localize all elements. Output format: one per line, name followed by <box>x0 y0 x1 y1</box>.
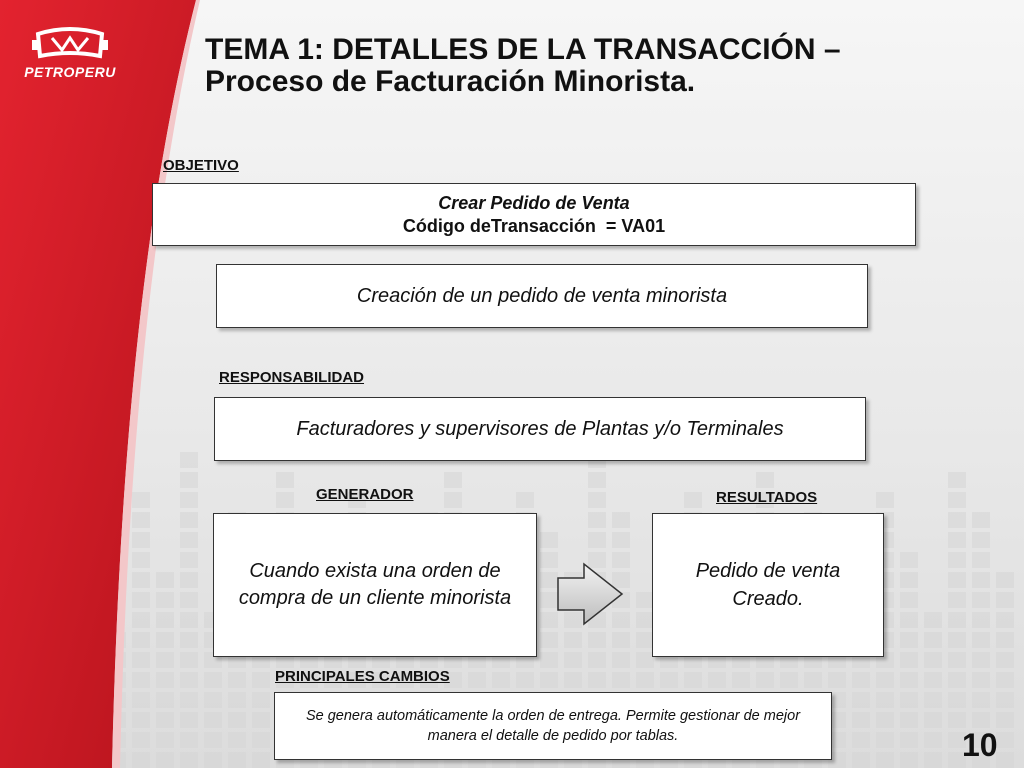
background-bar-cell <box>972 672 990 688</box>
background-bar-cell <box>948 692 966 708</box>
background-bar-cell <box>972 512 990 528</box>
background-bar-cell <box>948 592 966 608</box>
background-bar-cell <box>924 712 942 728</box>
background-bar-cell <box>276 492 294 508</box>
background-bar-cell <box>948 612 966 628</box>
background-bar-cell <box>588 492 606 508</box>
background-bar-cell <box>900 652 918 668</box>
background-bar-cell <box>924 672 942 688</box>
generador-text: Cuando exista una orden de compra de un cliente minorista <box>238 560 512 609</box>
background-bar-cell <box>948 552 966 568</box>
background-bar-cell <box>780 672 798 688</box>
background-bar-cell <box>972 652 990 668</box>
background-bar-cell <box>204 672 222 688</box>
background-bar-cell <box>996 652 1014 668</box>
background-bar-cell <box>852 732 870 748</box>
background-bar-cell <box>444 492 462 508</box>
background-bar-cell <box>972 692 990 708</box>
arrow-right-icon <box>556 562 626 626</box>
background-bar-cell <box>204 732 222 748</box>
background-bar-cell <box>612 652 630 668</box>
background-bar-cell <box>684 492 702 508</box>
background-bar-cell <box>252 692 270 708</box>
background-bar-cell <box>948 712 966 728</box>
objetivo-transaction-code: Código deTransacción = VA01 <box>402 215 666 236</box>
background-bar-cell <box>708 672 726 688</box>
background-bar-cell <box>948 472 966 488</box>
background-bar-cell <box>948 512 966 528</box>
background-bar-cell <box>564 652 582 668</box>
background-bar-cell <box>900 612 918 628</box>
background-bar-cell <box>516 492 534 508</box>
background-bar-cell <box>540 632 558 648</box>
resultados-label: RESULTADOS <box>716 489 818 506</box>
background-bar-cell <box>948 632 966 648</box>
background-bar-cell <box>852 692 870 708</box>
background-bar-cell <box>828 672 846 688</box>
background-bar-cell <box>900 672 918 688</box>
background-bar-cell <box>924 632 942 648</box>
background-bar-cell <box>492 672 510 688</box>
background-bar-cell <box>660 672 678 688</box>
background-bar-cell <box>996 692 1014 708</box>
background-bar-cell <box>204 692 222 708</box>
background-bar-cell <box>612 632 630 648</box>
objetivo-description-box <box>216 264 868 328</box>
responsabilidad-label: RESPONSABILIDAD <box>219 369 365 386</box>
background-bar-cell <box>996 752 1014 768</box>
background-bar-cell <box>252 712 270 728</box>
background-bar-cell <box>924 652 942 668</box>
background-bar-cell <box>252 732 270 748</box>
background-bar-cell <box>972 712 990 728</box>
background-bar-cell <box>924 732 942 748</box>
resultados-line1: Pedido de venta <box>695 560 841 582</box>
background-bar-cell <box>972 552 990 568</box>
background-bar-cell <box>564 672 582 688</box>
background-bar-cell <box>900 552 918 568</box>
background-bar-cell <box>276 472 294 488</box>
background-bar-cell <box>204 712 222 728</box>
background-bar-cell <box>444 472 462 488</box>
background-bar-cell <box>564 632 582 648</box>
background-bar-cell <box>972 572 990 588</box>
background-bar-cell <box>948 572 966 588</box>
background-bar-cell <box>228 712 246 728</box>
background-bar-cell <box>924 752 942 768</box>
principales-cambios-text: Se genera automáticamente la orden de entrega. Permite gestionar de mejor manera el detalle de pedido por tablas. <box>305 708 801 744</box>
background-bar-cell <box>900 752 918 768</box>
objetivo-label: OBJETIVO <box>163 157 239 174</box>
background-bar-cell <box>972 632 990 648</box>
background-bar-cell <box>516 672 534 688</box>
background-bar-cell <box>924 612 942 628</box>
background-bar-cell <box>588 652 606 668</box>
background-bar-cell <box>636 672 654 688</box>
background-bar-cell <box>612 672 630 688</box>
background-bar-cell <box>228 692 246 708</box>
principales-cambios-box <box>274 692 832 760</box>
petroperu-emblem-icon <box>18 26 122 62</box>
background-bar-cell <box>540 672 558 688</box>
background-bar-cell <box>684 672 702 688</box>
background-bar-cell <box>996 632 1014 648</box>
background-bar-cell <box>756 472 774 488</box>
generador-label: GENERADOR <box>316 486 414 503</box>
background-bar-cell <box>588 472 606 488</box>
principales-cambios-label: PRINCIPALES CAMBIOS <box>275 668 450 685</box>
background-bar-cell <box>972 532 990 548</box>
resultados-line2: Creado. <box>732 588 804 610</box>
petroperu-logo <box>18 26 122 80</box>
background-bar-cell <box>996 592 1014 608</box>
background-bar-cell <box>612 532 630 548</box>
background-bar-cell <box>588 632 606 648</box>
background-bar-cell <box>900 692 918 708</box>
background-bar-cell <box>540 652 558 668</box>
background-bar-cell <box>588 672 606 688</box>
background-bar-cell <box>732 672 750 688</box>
generador-box <box>213 513 537 657</box>
background-bar-cell <box>996 672 1014 688</box>
responsabilidad-box <box>214 397 866 461</box>
responsabilidad-text: Facturadores y supervisores de Plantas y/o Terminales <box>296 417 784 440</box>
red-side-band <box>0 0 200 768</box>
background-bar-cell <box>252 672 270 688</box>
background-bar-cell <box>948 672 966 688</box>
background-bar-cell <box>756 672 774 688</box>
background-bar-cell <box>900 572 918 588</box>
background-bar-cell <box>900 592 918 608</box>
background-bar-cell <box>588 512 606 528</box>
background-bar-cell <box>540 532 558 548</box>
background-bar-cell <box>228 752 246 768</box>
objetivo-box <box>152 183 916 246</box>
background-bar-cell <box>228 732 246 748</box>
background-bar-cell <box>852 752 870 768</box>
background-bar-cell <box>852 712 870 728</box>
background-bar-cell <box>876 492 894 508</box>
background-bar-cell <box>948 532 966 548</box>
background-bar-cell <box>612 512 630 528</box>
background-bar-cell <box>876 752 894 768</box>
background-bar-cell <box>972 592 990 608</box>
background-bar-cell <box>924 692 942 708</box>
background-bar-cell <box>948 652 966 668</box>
resultados-box <box>652 513 884 657</box>
background-bar-cell <box>588 532 606 548</box>
background-bar-cell <box>804 672 822 688</box>
objetivo-transaction-name: Crear Pedido de Venta <box>438 192 630 213</box>
background-bar-cell <box>876 732 894 748</box>
background-bar-cell <box>996 732 1014 748</box>
background-bar-cell <box>228 672 246 688</box>
background-bar-cell <box>900 632 918 648</box>
background-bar-cell <box>948 492 966 508</box>
background-bar-cell <box>468 672 486 688</box>
background-bar-cell <box>876 672 894 688</box>
background-bar-cell <box>876 692 894 708</box>
page-number: 10 <box>962 727 998 763</box>
slide-title: TEMA 1: DETALLES DE LA TRANSACCIÓN – Proceso de Facturación Minorista. <box>205 33 841 98</box>
background-bar-cell <box>900 732 918 748</box>
background-bar-cell <box>996 612 1014 628</box>
background-bar-cell <box>852 672 870 688</box>
background-bar-cell <box>876 712 894 728</box>
brand-name: PETROPERU <box>24 64 116 80</box>
background-bar-cell <box>204 752 222 768</box>
background-bar-cell <box>252 752 270 768</box>
background-bar-cell <box>900 712 918 728</box>
background-bar-cell <box>972 612 990 628</box>
background-bar-cell <box>996 712 1014 728</box>
background-bar-cell <box>996 572 1014 588</box>
objetivo-description: Creación de un pedido de venta minorista <box>356 284 728 307</box>
